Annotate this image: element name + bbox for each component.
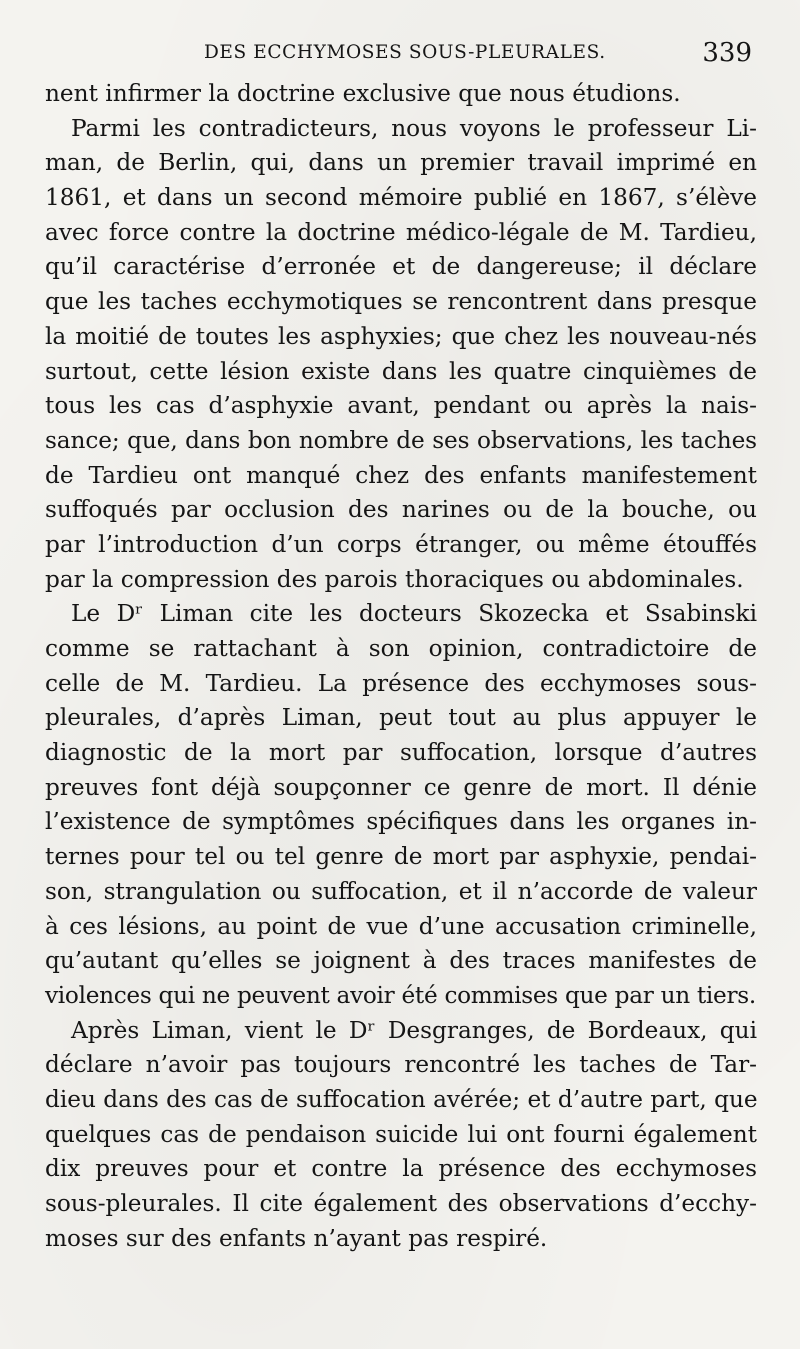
text-line: dieu dans des cas de suffocation avérée; et d’autre part, que (45, 1085, 758, 1113)
text-line: à ces lésions, au point de vue d’une accusation criminelle, (45, 912, 757, 940)
text-line: 1861, et dans un second mémoire publié en 1867, s’élève (45, 184, 757, 212)
text-line: de Tardieu ont manqué chez des enfants manifestement (45, 461, 757, 489)
text-line: ternes pour tel ou tel genre de mort par asphyxie, pendai- (45, 843, 757, 871)
text-line: la moitié de toutes les asphyxies; que chez les nouveau-nés (45, 322, 757, 350)
text-line: nent infirmer la doctrine exclusive que nous étudions. (45, 80, 681, 107)
body-text (45, 77, 757, 1256)
running-title: DES ECCHYMOSES SOUS-PLEURALES. (204, 42, 606, 63)
page-header (204, 38, 760, 72)
paragraph (45, 597, 757, 1013)
text-line: son, strangulation ou suffocation, et il n’accorde de valeur (45, 877, 757, 905)
text-line: violences qui ne peuvent avoir été commises que par un tiers. (45, 981, 756, 1009)
page-number: 339 (702, 38, 752, 68)
paragraph (45, 112, 757, 598)
text-line: Le Dʳ Liman cite les docteurs Skozecka et Ssabinski (71, 600, 757, 628)
text-line: comme se rattachant à son opinion, contradictoire de (45, 635, 757, 662)
text-line: Parmi les contradicteurs, nous voyons le professeur Li- (71, 114, 757, 142)
text-line: quelques cas de pendaison suicide lui ont fourni également (45, 1120, 757, 1148)
text-line: par la compression des parois thoraciques ou abdominales. (45, 565, 744, 593)
text-line: que les taches ecchymotiques se rencontrent dans presque (45, 288, 757, 316)
text-line: diagnostic de la mort par suffocation, lorsque d’autres (45, 739, 757, 767)
text-line: par l’introduction d’un corps étranger, ou même étouffés (45, 530, 757, 558)
text-line: dix preuves pour et contre la présence des ecchymoses (45, 1155, 757, 1183)
text-line: tous les cas d’asphyxie avant, pendant ou après la nais- (45, 392, 757, 420)
text-line: pleurales, d’après Liman, peut tout au plus appuyer le (45, 704, 757, 732)
text-line: qu’autant qu’elles se joignent à des traces manifestes de (45, 947, 757, 975)
paragraph (45, 1014, 757, 1257)
text-line: l’existence de symptômes spécifiques dans les organes in- (45, 808, 757, 836)
text-line: moses sur des enfants n’ayant pas respiré. (45, 1224, 548, 1252)
text-line: celle de M. Tardieu. La présence des ecchymoses sous- (45, 669, 757, 697)
text-line: avec force contre la doctrine médico-légale de M. Tardieu, (45, 218, 757, 246)
text-line: sance; que, dans bon nombre de ses observations, les taches (45, 426, 757, 454)
text-line: déclare n’avoir pas toujours rencontré les taches de Tar- (45, 1051, 757, 1079)
text-line: qu’il caractérise d’erronée et de dangereuse; il déclare (45, 253, 757, 281)
text-line: surtout, cette lésion existe dans les quatre cinquièmes de (45, 357, 757, 385)
text-line: sous-pleurales. Il cite également des observations d’ecchy- (45, 1190, 757, 1217)
text-line: preuves font déjà soupçonner ce genre de mort. Il dénie (45, 773, 757, 801)
text-line: man, de Berlin, qui, dans un premier travail imprimé en (45, 149, 757, 177)
text-line: suffoqués par occlusion des narines ou de la bouche, ou (45, 496, 757, 524)
paragraph (45, 77, 757, 112)
text-line: Après Liman, vient le Dʳ Desgranges, de Bordeaux, qui (71, 1016, 757, 1044)
